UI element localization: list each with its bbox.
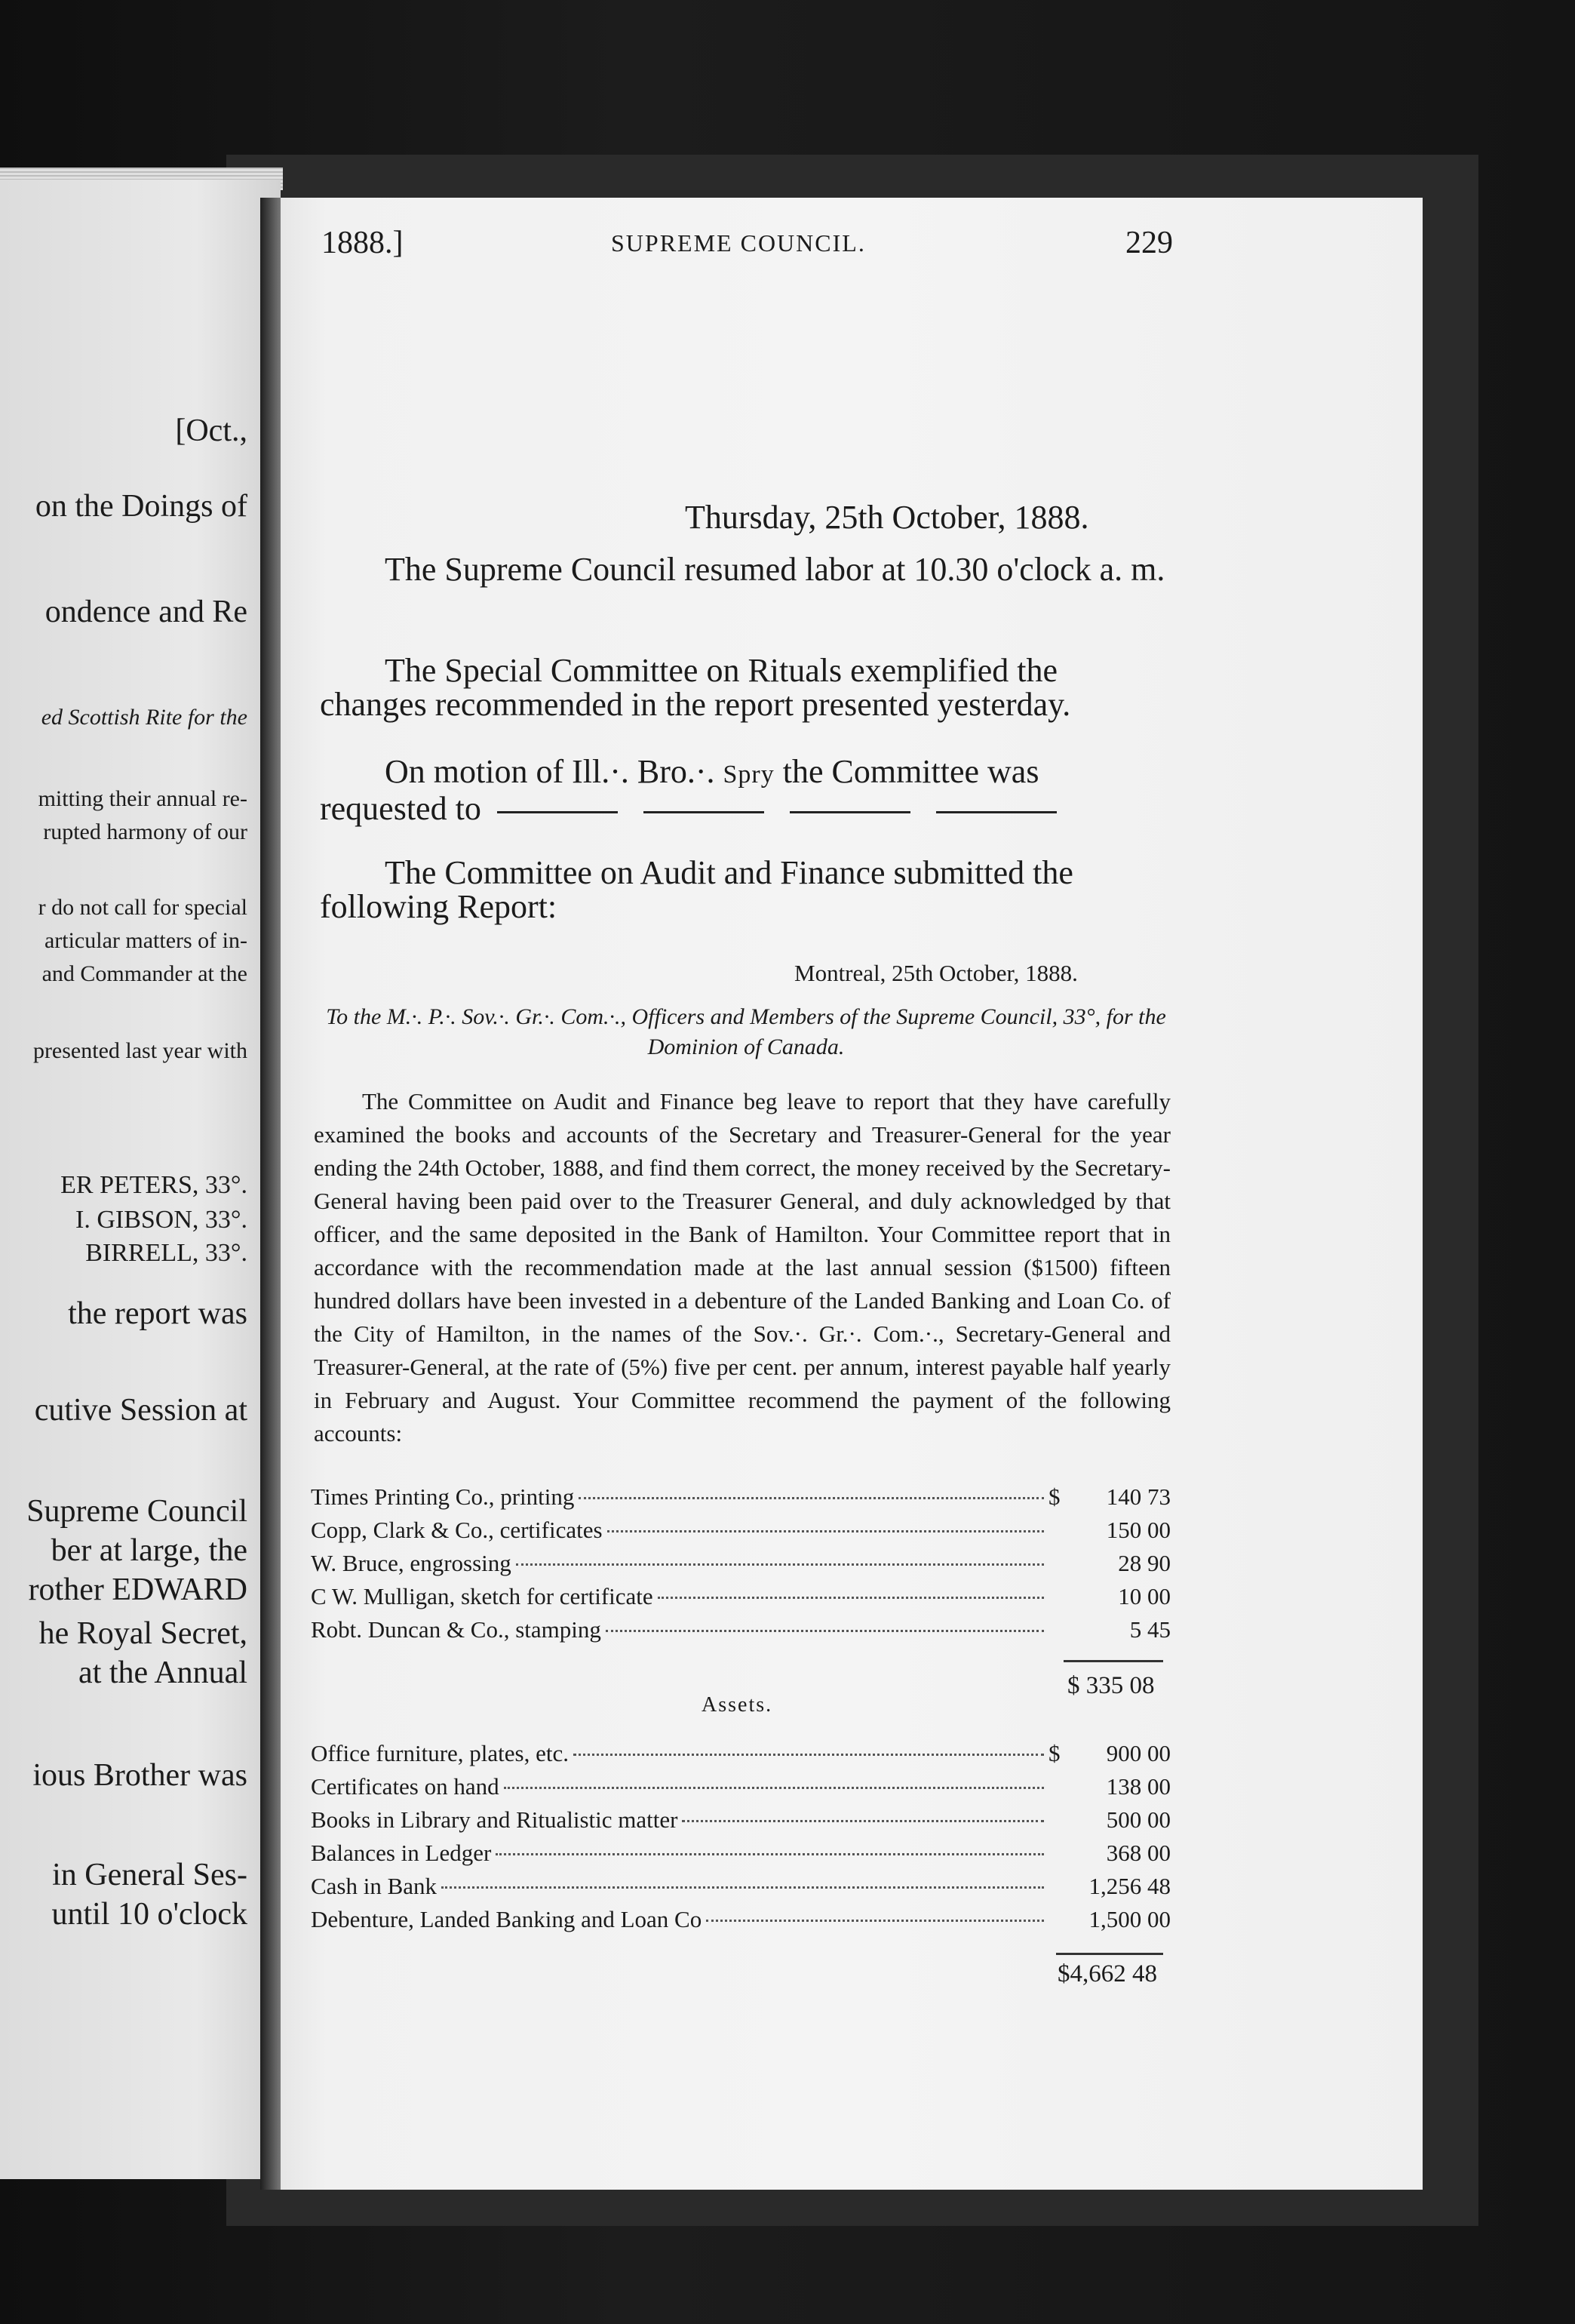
paragraph-rituals-text: The Special Committee on Rituals exemplified the changes recommended in the report presented yesterday. [320,652,1071,723]
left-page-line: ed Scottish Rite for the [41,705,247,730]
report-place-date: Montreal, 25th October, 1888. [794,960,1078,986]
paragraph-audit [320,856,1172,924]
leader-dots [516,1563,1044,1566]
account-row-label: Robt. Duncan & Co., stamping [311,1616,601,1643]
leader-dots [504,1787,1044,1789]
left-page-line: r do not call for special [38,895,247,920]
asset-row [311,1906,1171,1939]
left-page-line: ondence and Re [45,595,247,629]
left-page-line: until 10 o'clock [51,1897,247,1932]
account-row-currency: $ [1048,1483,1061,1510]
asset-row-amount: 900 00 [1106,1740,1171,1766]
report-body [314,1085,1171,1450]
paragraph-resumed-text: The Supreme Council resumed labor at 10.30 o'clock a. m. [385,551,1165,588]
asset-row-currency: $ [1048,1740,1061,1766]
asset-row-amount: 138 00 [1106,1773,1171,1800]
paragraph-audit-text: The Committee on Audit and Finance submitted the following Report: [320,854,1073,925]
left-page-line: rother EDWARD [28,1572,247,1607]
left-page-line: in General Ses- [52,1858,247,1892]
account-row-amount: 140 73 [1106,1483,1171,1510]
motion-name: Spry [723,761,775,788]
accounts-total: $ 335 08 [1067,1672,1155,1699]
motion-text-after: the Committee was requested to [320,753,1039,827]
leader-dots [579,1497,1044,1499]
account-row-amount: 5 45 [1129,1616,1171,1643]
left-page-line: he Royal Secret, [38,1616,247,1651]
header-title: SUPREME COUNCIL. [611,229,866,257]
header-year: 1888.] [321,226,404,260]
left-page [0,180,281,2179]
blank-lines [497,792,1082,825]
left-page-line: articular matters of in- [44,928,247,953]
account-row-label: C W. Mulligan, sketch for certificate [311,1583,653,1609]
left-page-line: rupted harmony of our [43,819,247,844]
account-row-label: W. Bruce, engrossing [311,1550,511,1576]
dateline-text: Thursday, 25th October, 1888. [685,499,1089,536]
leader-dots [658,1597,1044,1599]
account-row [311,1517,1171,1550]
asset-row-amount: 368 00 [1106,1840,1171,1866]
paragraph-motion [320,755,1172,825]
asset-row-label: Certificates on hand [311,1773,499,1800]
account-row [311,1550,1171,1583]
left-page-line: on the Doings of [35,489,247,524]
session-dateline [685,498,1089,536]
left-page-line: ious Brother was [32,1758,247,1793]
asset-row [311,1873,1171,1906]
asset-row-amount: 1,256 48 [1088,1873,1171,1899]
left-page-line: presented last year with [32,1038,247,1063]
leader-dots [682,1820,1044,1822]
left-page-line: [Oct., [175,413,247,448]
leader-dots [496,1853,1044,1855]
asset-row-amount: 1,500 00 [1088,1906,1171,1932]
leader-dots [573,1754,1044,1756]
asset-row [311,1806,1171,1840]
accounts-list [311,1483,1171,1649]
assets-total-rule [1056,1953,1163,1955]
account-row-amount: 10 00 [1118,1583,1171,1609]
left-page-line: and Commander at the [41,961,247,986]
paragraph-resumed [320,552,1172,586]
report-body-text: The Committee on Audit and Finance beg leave to report that they have carefully examined the books and accounts of the Secretary and Treasurer-General for the year ending the 24th October, 1888, and find them correct, the money received by the Secretary-General having been paid over to the Treasurer General, and duly acknowledged by that officer, and the same deposited in the Bank of Hamilton. Your Committee report that in accordance with the recommendation made at the last annual session ($1500) fifteen hundred dollars have been invested in a debenture of the Landed Banking and Loan Co. of the City of Hamilton, in the names of the Sov.·. Gr.·. Com.·., Secretary-General and Treasurer-General, at the rate of (5%) five per cent. per annum, interest payable half yearly in February and August. Your Committee recommend the payment of the following accounts: [314,1088,1171,1446]
leader-dots [606,1630,1044,1632]
motion-text-before: On motion of Ill.·. Bro.·. [385,753,715,790]
asset-row [311,1773,1171,1806]
left-page-line: ber at large, the [51,1533,247,1568]
left-page-line: mitting their annual re- [38,786,247,811]
asset-row-label: Balances in Ledger [311,1840,492,1866]
running-head [0,225,1192,263]
left-page-line: I. GIBSON, 33°. [75,1206,247,1234]
asset-row [311,1840,1171,1873]
assets-list [311,1740,1171,1939]
asset-row [311,1740,1171,1773]
account-row [311,1483,1171,1517]
left-page-line: Supreme Council [26,1494,247,1529]
leader-dots [706,1920,1044,1922]
asset-row-label: Books in Library and Ritualistic matter [311,1806,678,1833]
asset-row-label: Cash in Bank [311,1873,438,1899]
left-page-line: BIRRELL, 33°. [85,1239,247,1267]
asset-row-label: Office furniture, plates, etc. [311,1740,569,1766]
page-number: 229 [1125,226,1173,260]
report-addressee: To the M.·. P.·. Sov.·. Gr.·. Com.·., Officers and Members of the Supreme Council, 33°, for the Dominion of Canada. [326,1004,1166,1059]
left-page-line: at the Annual [78,1655,247,1690]
account-row-label: Times Printing Co., printing [311,1483,575,1510]
account-row-amount: 150 00 [1106,1517,1171,1543]
left-page-line: ER PETERS, 33°. [60,1171,247,1199]
assets-heading: Assets. [702,1693,773,1717]
paragraph-rituals [320,653,1172,721]
account-row [311,1616,1171,1649]
left-page-line: the report was [68,1296,247,1331]
leader-dots [607,1530,1044,1532]
asset-row-amount: 500 00 [1106,1806,1171,1833]
assets-total: $4,662 48 [1058,1960,1157,1987]
accounts-total-rule [1064,1660,1163,1662]
leader-dots [441,1886,1044,1889]
account-row-label: Copp, Clark & Co., certificates [311,1517,603,1543]
account-row [311,1583,1171,1616]
asset-row-label: Debenture, Landed Banking and Loan Co [311,1906,702,1932]
account-row-amount: 28 90 [1118,1550,1171,1576]
left-page-line: cutive Session at [34,1393,247,1428]
